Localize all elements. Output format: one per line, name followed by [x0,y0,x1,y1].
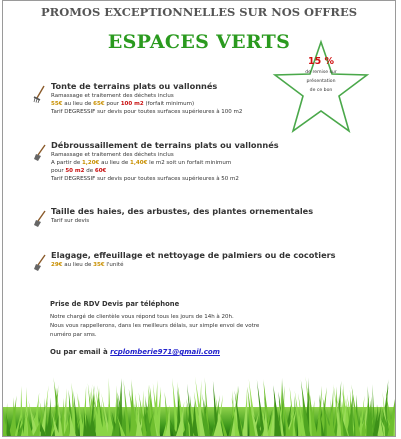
service-note: Tarif DEGRESSIF sur devis pour toutes surfaces supérieures à 50 m2 [51,176,239,182]
promo-header: PROMOS EXCEPTIONNELLES SUR NOS OFFRES [40,5,358,19]
service-title: Taille des haies, des arbustes, des plantes ornementales [51,206,314,216]
rake-icon [33,85,47,103]
service-price-line [51,159,279,167]
area-value: 100 m2 [120,101,144,107]
discount-badge [271,56,371,94]
service-title: Elagage, effeuillage et nettoyage de palmiers ou de cocotiers [51,250,336,260]
flyer [2,0,396,437]
text-fragment: au lieu de [62,101,94,107]
service-debroussaillement [33,140,279,183]
service-price-line [51,261,336,269]
text-fragment: pour [51,168,66,174]
contact-line: Notre chargé de clientèle vous répond tous les jours de 14h à 20h. [50,314,234,320]
price-old: 1,40€ [130,160,148,166]
service-title: Tonte de terrains plats ou vallonnés [51,81,218,91]
service-detail: Ramassage et traitement des déchets inclus [51,152,174,158]
service-note: Tarif DEGRESSIF sur devis pour toutes surfaces supérieures à 100 m2 [51,109,243,115]
area-value: 50 m2 [65,168,85,174]
shovel-icon [33,210,47,228]
price-old: 65€ [93,101,105,107]
service-detail: Ramassage et traitement des déchets inclus [51,93,174,99]
text-fragment: pour [104,101,121,107]
text-fragment: au lieu de [62,262,94,268]
email-link[interactable]: rcplomberie971@gmail.com [110,348,220,356]
grass-image [3,367,395,437]
text-fragment: le m2 soit un forfait minimum [147,160,232,166]
discount-line-3: de ce bon [309,88,333,93]
service-tonte [33,81,242,116]
discount-percent: 15 % [307,56,335,67]
service-price-line [51,100,242,108]
price-old: 35€ [93,262,105,268]
page-title: ESPACES VERTS [107,31,291,53]
service-forfait-line [51,167,279,175]
email-prefix: Ou par email à [50,348,111,356]
price-new: 29€ [51,262,63,268]
service-taille [33,206,313,225]
contact-block [50,300,350,356]
contact-line: numéro par sms. [50,332,97,338]
text-fragment: au lieu de [99,160,131,166]
shovel-icon [33,254,47,272]
discount-line-1: de remise sur [305,70,337,75]
price-new: 1,20€ [81,160,100,166]
discount-line-2: présentation [306,79,336,84]
email-line [50,348,350,356]
service-detail: Tarif sur devis [51,218,90,224]
forfait-value: 60€ [94,168,107,174]
text-fragment: A partir de [51,160,82,166]
contact-line: Nous vous rappellerons, dans les meilleurs délais, sur simple envoi de votre [50,323,260,329]
text-fragment: l'unité [104,262,124,268]
text-fragment: de [84,168,95,174]
shovel-icon [33,144,47,162]
service-elagage [33,250,336,269]
contact-title: Prise de RDV Devis par téléphone [50,300,180,308]
price-new: 55€ [51,101,63,107]
text-fragment: (forfait minimum) [143,101,195,107]
service-title: Débroussaillement de terrains plats ou vallonnés [51,140,279,150]
